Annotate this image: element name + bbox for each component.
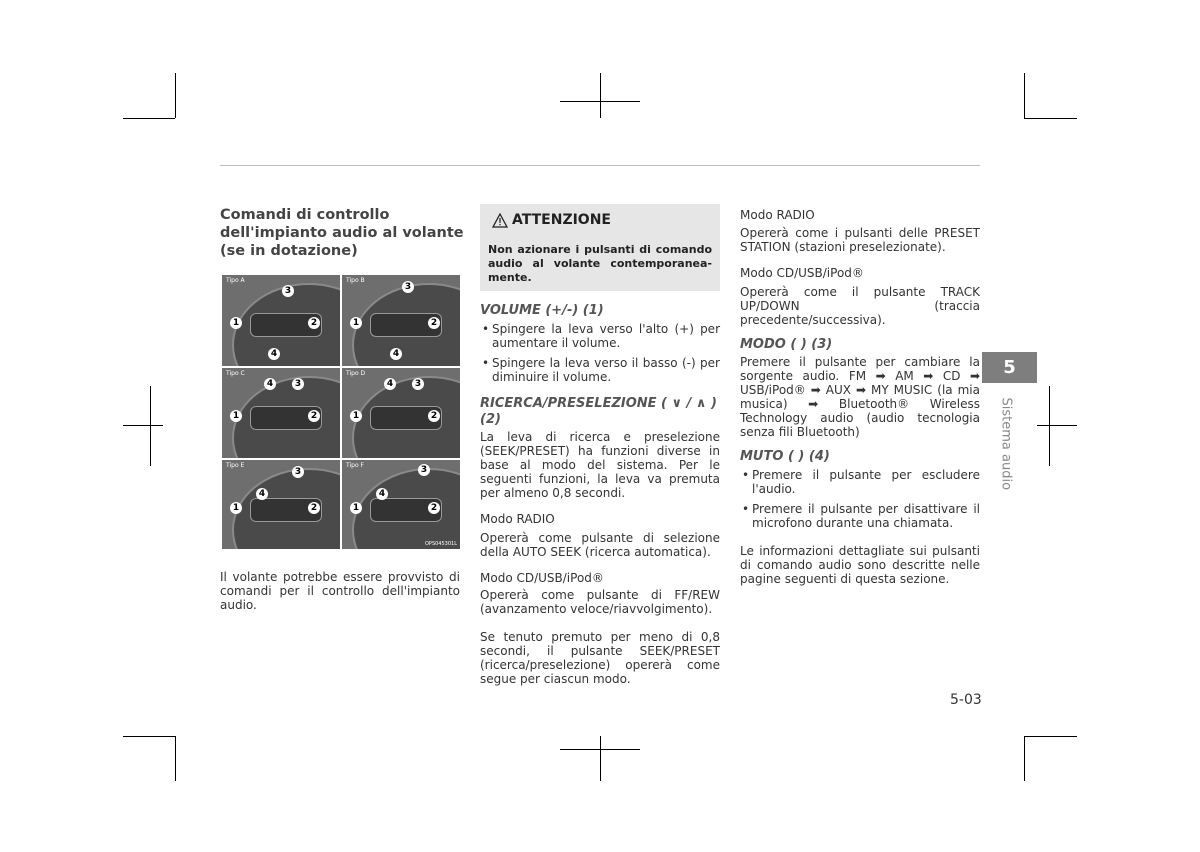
panel-label: Tipo D xyxy=(346,370,366,377)
mute-bullet: • Premere il pulsante per escludere l'audio. xyxy=(740,468,980,496)
crop-mark xyxy=(150,386,151,466)
warning-triangle-icon xyxy=(492,213,508,228)
panel-label: Tipo B xyxy=(346,277,365,284)
radio-mode-label: Modo RADIO xyxy=(480,512,555,526)
crop-mark xyxy=(123,736,175,737)
panel-tipo-e: Tipo E 3 4 1 2 xyxy=(222,460,340,549)
usb-mode-text: Opererà come il pulsante TRACK UP/DOWN (traccia precedente/successiva). xyxy=(740,285,980,327)
mute-title: MUTO ( ) (4) xyxy=(740,449,830,464)
crop-mark xyxy=(600,73,601,118)
crop-mark xyxy=(1024,118,1077,119)
crop-mark xyxy=(1024,736,1025,781)
crop-mark xyxy=(123,118,175,119)
page-number: 5-03 xyxy=(950,692,982,708)
radio-mode-text: Opererà come pulsante di selezione della AUTO SEEK (ricerca automatica). xyxy=(480,531,720,559)
figure-caption: Il volante potrebbe essere provvisto di comandi per il controllo dell'impianto audio. xyxy=(220,570,460,612)
warning-text: Non azionare i pulsanti di comando audio al volante contemporanea-mente. xyxy=(488,243,712,284)
section-title: Comandi di controllo dell'impianto audio al volante (se in dotazione) xyxy=(220,207,464,259)
short-press-text: Se tenuto premuto per meno di 0,8 secondi, il pulsante SEEK/PRESET (ricerca/preselezione) opererà come segue per ciascun modo. xyxy=(480,630,720,686)
crop-mark xyxy=(175,736,176,781)
warning-box xyxy=(480,204,720,291)
radio-mode-label: Modo RADIO xyxy=(740,208,815,222)
radio-mode-text: Opererà come i pulsanti delle PRESET STATION (stazioni preselezionate). xyxy=(740,226,980,254)
panel-tipo-a: Tipo A 3 1 2 4 xyxy=(222,275,340,366)
mode-title: MODO ( ) (3) xyxy=(740,337,833,352)
warning-title: ATTENZIONE xyxy=(512,212,611,228)
panel-label: Tipo E xyxy=(226,462,245,469)
panel-label: Tipo F xyxy=(346,462,364,469)
chapter-tab: 5 xyxy=(982,352,1037,383)
section-label xyxy=(996,397,1014,500)
panel-label: Tipo C xyxy=(226,370,245,377)
volume-bullet: • Spingere la leva verso il basso (-) per diminuire il volume. xyxy=(480,356,720,384)
panel-label: Tipo A xyxy=(226,277,245,284)
footer-text: Le informazioni dettagliate sui pulsanti di comando audio sono descritte nelle pagine seguenti di questa sezione. xyxy=(740,544,980,586)
section-label-text: Sistema audio xyxy=(998,397,1014,491)
seek-title: RICERCA/PRESELEZIONE ( ∨ / ∧ ) (2) xyxy=(480,396,717,427)
crop-mark xyxy=(123,425,163,426)
crop-mark xyxy=(1049,386,1050,466)
usb-mode-text: Opererà come pulsante di FF/REW (avanzamento veloce/riavvolgimento). xyxy=(480,588,720,616)
image-code: OPS045301L xyxy=(425,541,457,547)
crop-mark xyxy=(1037,425,1077,426)
warning-header xyxy=(492,212,611,228)
usb-mode-label: Modo CD/USB/iPod® xyxy=(480,571,604,585)
seek-text: La leva di ricerca e preselezione (SEEK/PRESET) ha funzioni diverse in base al modo del sistema. Per le seguenti funzioni, la leva va premuta per almeno 0,8 secondi. xyxy=(480,430,720,500)
panel-tipo-b: Tipo B 3 1 2 4 xyxy=(342,275,460,366)
crop-mark xyxy=(1024,736,1077,737)
crop-mark xyxy=(1024,73,1025,118)
crop-mark xyxy=(175,73,176,118)
crop-mark xyxy=(600,736,601,781)
steering-wheel-figure xyxy=(222,275,460,549)
usb-mode-label: Modo CD/USB/iPod® xyxy=(740,266,864,280)
panel-tipo-c: Tipo C 4 3 1 2 xyxy=(222,368,340,458)
header-rule xyxy=(220,165,980,166)
mute-bullet: • Premere il pulsante per disattivare il microfono durante una chiamata. xyxy=(740,502,980,530)
mode-text: Premere il pulsante per cambiare la sorgente audio. FM ➡ AM ➡ CD ➡ USB/iPod® ➡ AUX ➡ MY MUSIC (la mia musica) ➡ Bluetooth® Wireless Technology audio (audio tecnologia senza fili Bluetooth) xyxy=(740,355,980,439)
volume-bullet: • Spingere la leva verso l'alto (+) per aumentare il volume. xyxy=(480,322,720,350)
panel-tipo-d: Tipo D 4 3 1 2 xyxy=(342,368,460,458)
panel-tipo-f: Tipo F 3 4 1 2 OPS045301L xyxy=(342,460,460,549)
volume-title: VOLUME (+/-) (1) xyxy=(480,303,604,318)
